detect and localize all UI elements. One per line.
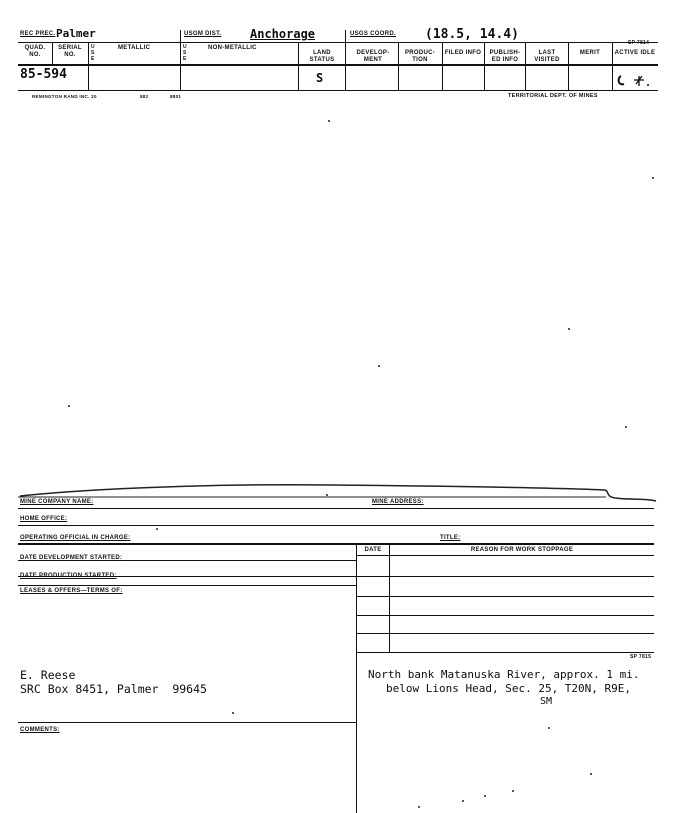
speck: [232, 712, 234, 714]
use-label-metallic: U S E: [91, 44, 95, 62]
reason-column-label: REASON FOR WORK STOPPAGE: [470, 547, 574, 553]
printer-code1: 882: [140, 94, 149, 99]
comments-label: COMMENTS:: [20, 727, 60, 733]
speck: [68, 405, 70, 407]
speck: [462, 800, 464, 802]
handwritten-mark-icon: [614, 70, 658, 90]
home-office-label: HOME OFFICE:: [20, 516, 68, 522]
usgm-dist-label: USGM DIST.: [184, 31, 222, 37]
usgs-coord-value: (18.5, 14.4): [425, 27, 519, 42]
owner-name: E. Reese: [20, 668, 76, 682]
date-production-label: DATE PRODUCTION STARTED:: [20, 573, 117, 579]
operating-official-label: OPERATING OFFICIAL IN CHARGE:: [20, 535, 131, 541]
use-label-nonmetallic: U S E: [183, 44, 187, 62]
mine-address-label: MINE ADDRESS:: [372, 499, 424, 505]
quad-label: QUAD. NO.: [24, 45, 46, 58]
quad-serial-value: 85-594: [20, 67, 67, 82]
speck: [156, 528, 158, 530]
speck: [590, 773, 592, 775]
speck: [568, 328, 570, 330]
dept-label: TERRITORIAL DEPT. OF MINES: [508, 93, 598, 99]
title-label: TITLE:: [440, 535, 461, 541]
speck: [625, 426, 627, 428]
leases-label: LEASES & OFFERS—TERMS OF:: [20, 588, 123, 594]
land-status-value: S: [316, 71, 324, 85]
rec-prec-value: Palmer: [56, 27, 96, 40]
speck: [418, 806, 420, 808]
mine-company-label: MINE COMPANY NAME:: [20, 499, 94, 505]
location-line-1: North bank Matanuska River, approx. 1 mi.: [368, 668, 640, 681]
date-development-label: DATE DEVELOPMENT STARTED:: [20, 555, 123, 561]
speck: [326, 494, 328, 496]
location-line-2: below Lions Head, Sec. 25, T20N, R9E,: [386, 682, 632, 695]
form-number-bottom: SP 7815: [630, 654, 652, 660]
printer-code2: 8801: [170, 94, 182, 99]
development-label: DEVELOP- MENT: [356, 50, 390, 63]
serial-label: SERIAL NO.: [58, 45, 82, 58]
usgs-coord-label: USGS COORD.: [350, 31, 396, 37]
active-idle-label: ACTIVE IDLE: [614, 50, 656, 56]
speck: [512, 790, 514, 792]
form-number-top: SP 7814: [628, 40, 650, 46]
filed-info-label: FILED INFO: [444, 50, 482, 56]
last-visited-label: LAST VISITED: [534, 50, 560, 63]
location-line-3: SM: [540, 696, 553, 707]
nonmetallic-label: NON-METALLIC: [208, 45, 257, 51]
rec-prec-label: REC PREC.: [20, 31, 56, 37]
printer-label: REMINGTON RAND INC. 20: [32, 94, 97, 99]
card-edge: [0, 474, 678, 504]
speck: [484, 795, 486, 797]
speck: [328, 120, 330, 122]
published-info-label: PUBLISH- ED INFO: [489, 50, 521, 63]
production-label: PRODUC- TION: [404, 50, 436, 63]
speck: [548, 727, 550, 729]
speck: [652, 177, 654, 179]
speck: [378, 365, 380, 367]
date-column-label: DATE: [364, 547, 382, 553]
usgm-dist-value: Anchorage: [250, 27, 316, 41]
land-status-label: LAND STATUS: [309, 50, 335, 63]
owner-address: SRC Box 8451, Palmer 99645: [20, 682, 207, 696]
metallic-label: METALLIC: [118, 45, 151, 51]
merit-label: MERIT: [579, 50, 601, 56]
